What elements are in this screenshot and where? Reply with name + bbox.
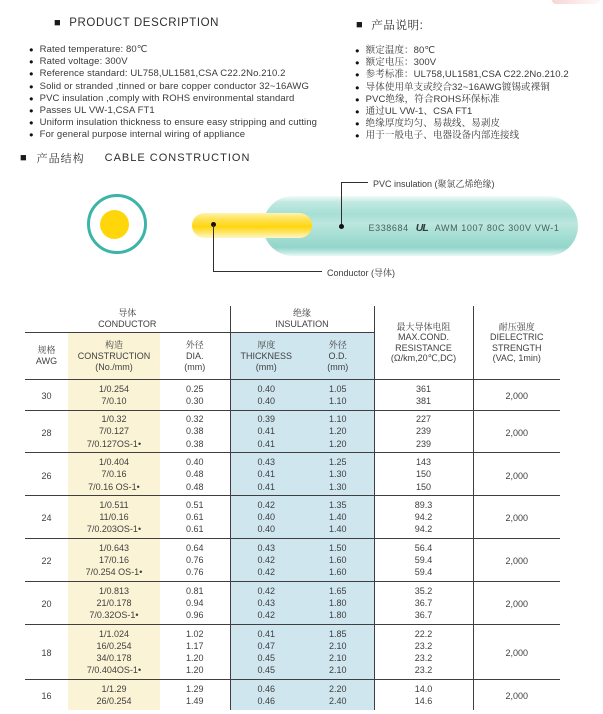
cell-resistance: 23.2 <box>374 640 473 652</box>
cell-dielectric: 2,000 <box>473 410 560 453</box>
cell-construction: 7/0.32OS-1• <box>68 609 160 624</box>
thickness-column-header <box>230 333 302 380</box>
cable-construction-title-cn: 产品结构 <box>36 153 85 165</box>
cell-construction: 11/0.16 <box>68 511 160 523</box>
cell-thickness: 0.42 <box>230 582 302 597</box>
bullet-icon: ● <box>29 57 34 67</box>
cell-construction: 26/0.254 <box>68 695 160 710</box>
cell-awg: 22 <box>25 539 68 582</box>
bullet-icon: ● <box>355 70 360 80</box>
cable-print-text <box>355 222 573 234</box>
spec-table-header <box>25 306 560 380</box>
cell-thickness: 0.40 <box>230 511 302 523</box>
cell-awg: 18 <box>25 625 68 680</box>
cell-od: 1.60 <box>302 566 374 581</box>
list-item <box>355 82 569 94</box>
cell-thickness: 0.41 <box>230 625 302 640</box>
cell-dia: 0.76 <box>185 555 204 566</box>
product-description-title <box>54 17 219 29</box>
product-notes-list <box>355 45 569 143</box>
cell-dia: 0.40 <box>160 453 230 468</box>
cell-thickness: 0.41 <box>230 468 302 480</box>
list-item <box>355 94 569 106</box>
cell-dielectric: 2,000 <box>473 380 560 411</box>
table-row <box>25 453 560 468</box>
bullet-icon: ● <box>355 82 360 92</box>
cell-resistance: 89.3 <box>374 496 473 511</box>
cell-dia: 1.20 <box>185 665 204 676</box>
cell-od: 2.40 <box>302 695 374 710</box>
cell-awg: 26 <box>25 453 68 496</box>
resistance-column-header <box>374 306 473 380</box>
cell-resistance: 14.6 <box>374 695 473 710</box>
header-line: (mm) <box>255 361 277 372</box>
cell-thickness: 0.40 <box>230 380 302 395</box>
conductor-callout-line-vertical <box>213 225 214 271</box>
conductor-label: Conductor (导体) <box>327 268 396 278</box>
header-line: AWG <box>35 356 58 366</box>
cable-construction-title <box>20 150 250 166</box>
cell-dia: 0.61 <box>185 524 204 535</box>
pvc-callout-line-vertical <box>341 182 342 226</box>
conductor-group-header <box>25 306 230 333</box>
cell-construction: 7/0.10 <box>68 395 160 410</box>
cell-thickness: 0.41 <box>230 425 302 437</box>
list-item-text: PVC insulation ,comply with ROHS environmental standard <box>39 92 295 104</box>
bullet-icon: ● <box>29 93 34 103</box>
cell-od: 1.40 <box>302 523 374 538</box>
pvc-callout-dot <box>339 224 344 229</box>
header-line: (Ω/km,20℃,DC) <box>390 353 457 363</box>
bullet-icon: ● <box>29 45 34 54</box>
header-line: CONSTRUCTION <box>77 350 151 361</box>
cell-thickness: 0.43 <box>230 539 302 554</box>
bullet-icon: ● <box>355 131 360 141</box>
list-item <box>29 44 317 56</box>
bullet-icon: ● <box>355 107 360 117</box>
cell-resistance: 239 <box>374 425 473 437</box>
header-line: (VAC, 1min) <box>492 353 541 363</box>
header-line: 外径 <box>185 339 204 350</box>
list-item <box>29 68 317 80</box>
cell-od: 1.80 <box>302 597 374 609</box>
list-item-text: Solid or stranded ,tinned or bare copper conductor 32~16AWG <box>39 80 309 92</box>
header-line: 规格 <box>37 345 56 355</box>
header-line: RESISTANCE <box>395 342 452 353</box>
cell-dia: 1.17 <box>185 640 204 651</box>
cable-print-rating: AWM 1007 80C 300V VW-1 <box>434 223 560 233</box>
cell-construction: 1/1.29 <box>68 680 160 695</box>
table-row <box>25 410 560 425</box>
bullet-icon: ● <box>355 94 360 104</box>
cell-dia: 0.76 <box>185 567 204 578</box>
cell-awg: 28 <box>25 410 68 453</box>
cell-thickness: 0.42 <box>230 496 302 511</box>
section-square-icon: ■ <box>54 16 62 29</box>
table-row <box>25 625 560 640</box>
cell-dielectric: 2,000 <box>473 453 560 496</box>
cell-dia: 0.25 <box>185 383 204 394</box>
cell-resistance: 150 <box>374 468 473 480</box>
conductor-group-header-en: CONDUCTOR <box>98 319 157 329</box>
list-item <box>355 118 569 130</box>
list-item <box>29 129 317 141</box>
spec-table <box>25 306 560 710</box>
cell-od: 1.10 <box>302 410 374 425</box>
cell-construction: 7/0.127 <box>68 425 160 437</box>
table-row <box>25 582 560 597</box>
cell-od: 1.85 <box>302 625 374 640</box>
header-line: 外径 <box>328 339 347 350</box>
list-item-text: Rated temperature: 80℃ <box>39 44 148 55</box>
cell-od: 1.50 <box>302 539 374 554</box>
cell-dia: 0.61 <box>185 512 204 523</box>
cell-construction: 7/0.127OS-1• <box>68 438 160 453</box>
cable-print-file-number: E338684 <box>368 223 409 233</box>
cell-resistance: 143 <box>374 453 473 468</box>
cell-od: 1.20 <box>302 425 374 437</box>
bullet-icon: ● <box>355 46 360 55</box>
bullet-icon: ● <box>29 118 34 128</box>
dielectric-column-header <box>473 306 560 380</box>
cell-dia: 1.20 <box>185 653 204 664</box>
cell-dielectric: 2,000 <box>473 680 560 710</box>
od-column-header <box>302 333 374 380</box>
list-item-text: 用于一般电子、电器设备内部连接线 <box>365 130 520 142</box>
cell-awg: 16 <box>25 680 68 710</box>
cell-od: 2.10 <box>302 652 374 664</box>
cell-od: 1.30 <box>302 481 374 496</box>
cell-thickness: 0.41 <box>230 438 302 453</box>
header-line: MAX.COND. <box>398 332 450 342</box>
cell-construction: 16/0.254 <box>68 640 160 652</box>
cell-construction: 1/0.404 <box>68 453 160 468</box>
cell-od: 2.10 <box>302 640 374 652</box>
header-line: 厚度 <box>257 339 276 350</box>
cell-construction: 7/0.404OS-1• <box>68 664 160 679</box>
cell-thickness: 0.39 <box>230 410 302 425</box>
list-item <box>355 45 569 57</box>
product-description-title-text: PRODUCT DESCRIPTION <box>69 17 220 29</box>
bullet-icon: ● <box>29 130 34 140</box>
cell-thickness: 0.40 <box>230 523 302 538</box>
list-item <box>355 69 569 81</box>
cell-od: 1.25 <box>302 453 374 468</box>
list-item <box>355 130 569 142</box>
cable-construction-title-en: CABLE CONSTRUCTION <box>104 152 251 164</box>
product-notes-title-text: 产品说明: <box>371 20 424 32</box>
list-item-text: 通过UL VW-1、CSA FT1 <box>365 106 473 118</box>
cell-resistance: 22.2 <box>374 625 473 640</box>
dia-column-header <box>160 333 230 380</box>
cell-resistance: 14.0 <box>374 680 473 695</box>
list-item-text: Rated voltage: 300V <box>39 56 128 68</box>
cell-resistance: 56.4 <box>374 539 473 554</box>
cell-dia: 0.81 <box>160 582 230 597</box>
cell-resistance: 36.7 <box>374 609 473 624</box>
cell-dia: 0.48 <box>185 469 204 480</box>
header-line: STRENGTH <box>492 342 542 353</box>
list-item-text: 绝缘厚度均匀、易裁线、易剥皮 <box>365 118 501 130</box>
table-row <box>25 496 560 511</box>
cross-section-conductor <box>100 210 129 239</box>
header-line: THICKNESS <box>240 350 293 361</box>
list-item-text: Uniform insulation thickness to ensure easy stripping and cutting <box>39 117 318 129</box>
list-item <box>355 106 569 118</box>
cell-resistance: 381 <box>374 395 473 410</box>
list-item-text: For general purpose internal wiring of appliance <box>39 129 246 141</box>
header-line: O.D. <box>328 350 348 361</box>
cable-conductor-rod <box>192 213 312 238</box>
list-item-text: 参考标准：UL758,UL1581,CSA C22.2No.210.2 <box>365 69 569 81</box>
cell-resistance: 94.2 <box>374 511 473 523</box>
bullet-icon: ● <box>29 81 34 91</box>
cell-thickness: 0.42 <box>230 554 302 566</box>
cell-awg: 24 <box>25 496 68 539</box>
cell-construction: 1/0.32 <box>68 410 160 425</box>
cell-resistance: 59.4 <box>374 554 473 566</box>
cell-construction: 17/0.16 <box>68 554 160 566</box>
cell-resistance: 23.2 <box>374 652 473 664</box>
cell-resistance: 23.2 <box>374 664 473 679</box>
header-line: (No./mm) <box>95 361 133 372</box>
cell-thickness: 0.40 <box>230 395 302 410</box>
cell-dia: 1.49 <box>185 696 204 707</box>
cell-od: 1.10 <box>302 395 374 410</box>
construction-column-header <box>68 333 160 380</box>
list-item <box>29 56 317 68</box>
cell-construction: 7/0.203OS-1• <box>68 523 160 538</box>
list-item <box>29 105 317 117</box>
cropped-logo-fragment <box>552 0 600 4</box>
cell-thickness: 0.46 <box>230 680 302 695</box>
conductor-group-header-cn: 导体 <box>118 308 137 318</box>
cell-thickness: 0.41 <box>230 481 302 496</box>
table-row <box>25 680 560 695</box>
cell-dia: 0.96 <box>185 610 204 621</box>
cell-resistance: 59.4 <box>374 566 473 581</box>
cell-thickness: 0.43 <box>230 597 302 609</box>
cell-resistance: 94.2 <box>374 523 473 538</box>
cell-awg: 30 <box>41 390 52 401</box>
cell-construction: 1/1.024 <box>68 625 160 640</box>
list-item <box>29 93 317 105</box>
bullet-icon: ● <box>355 119 360 129</box>
cell-dia: 0.48 <box>185 481 204 492</box>
header-line: (mm) <box>184 361 206 372</box>
cell-dielectric: 2,000 <box>473 496 560 539</box>
cell-od: 1.20 <box>302 438 374 453</box>
cell-thickness: 0.46 <box>230 695 302 710</box>
cell-od: 2.20 <box>302 680 374 695</box>
cell-dielectric: 2,000 <box>473 539 560 582</box>
cell-od: 1.60 <box>302 554 374 566</box>
header-line: 构造 <box>104 339 123 350</box>
header-line: 最大导体电阻 <box>396 321 451 332</box>
table-row <box>25 380 560 395</box>
cell-dia: 0.38 <box>185 438 204 449</box>
cell-od: 1.05 <box>302 380 374 395</box>
list-item-text: Passes UL VW-1,CSA FT1 <box>39 105 155 117</box>
section-square-icon: ■ <box>20 152 28 164</box>
cell-construction: 7/0.16 <box>68 468 160 480</box>
cell-thickness: 0.47 <box>230 640 302 652</box>
cell-dia: 0.32 <box>160 410 230 425</box>
cell-resistance: 227 <box>374 410 473 425</box>
section-square-icon: ■ <box>356 18 364 31</box>
cell-od: 1.65 <box>302 582 374 597</box>
cell-construction: 1/0.254 <box>68 380 160 395</box>
product-notes-title <box>356 17 423 33</box>
pvc-insulation-label: PVC insulation (聚氯乙烯绝缘) <box>373 179 495 189</box>
insulation-group-header <box>230 306 374 333</box>
cell-thickness: 0.43 <box>230 453 302 468</box>
cell-dielectric: 2,000 <box>473 582 560 625</box>
cell-construction: 7/0.254 OS-1• <box>68 566 160 581</box>
bullet-icon: ● <box>355 58 360 68</box>
cell-thickness: 0.45 <box>230 652 302 664</box>
header-line: (mm) <box>327 361 349 372</box>
header-line: 耐压强度 <box>498 321 535 332</box>
cell-awg: 20 <box>25 582 68 625</box>
cell-dia: 0.51 <box>160 496 230 511</box>
list-item <box>29 81 317 93</box>
cell-dia: 0.30 <box>185 395 204 406</box>
list-item <box>29 117 317 129</box>
cell-construction: 1/0.813 <box>68 582 160 597</box>
cell-thickness: 0.45 <box>230 664 302 679</box>
list-item-text: 导体使用单支或绞合32~16AWG镀锡或裸铜 <box>365 81 550 93</box>
table-row <box>25 539 560 554</box>
pvc-callout-line-horizontal <box>341 182 368 183</box>
cell-resistance: 150 <box>374 481 473 496</box>
cell-construction: 7/0.16 OS-1• <box>68 481 160 496</box>
cell-od: 1.80 <box>302 609 374 624</box>
cell-od: 2.10 <box>302 664 374 679</box>
cell-resistance: 35.2 <box>374 582 473 597</box>
table-group-header-row <box>25 306 560 333</box>
list-item <box>355 57 569 69</box>
cell-resistance: 239 <box>374 438 473 453</box>
ul-mark-icon: UL <box>415 222 428 234</box>
cell-thickness: 0.42 <box>230 566 302 581</box>
cell-construction: 1/0.511 <box>68 496 160 511</box>
header-line: DIELECTRIC <box>490 332 544 342</box>
awg-column-header <box>25 333 68 380</box>
cell-dia: 1.02 <box>160 625 230 640</box>
list-item-text: 额定电压：300V <box>365 57 437 69</box>
list-item-text: Reference standard: UL758,UL1581,CSA C22.2No.210.2 <box>39 68 286 80</box>
cell-thickness: 0.42 <box>230 609 302 624</box>
insulation-group-header-en: INSULATION <box>275 319 329 329</box>
cell-resistance: 36.7 <box>374 597 473 609</box>
header-line: DIA. <box>186 350 204 361</box>
cell-dia: 1.29 <box>160 680 230 695</box>
cell-construction: 1/0.643 <box>68 539 160 554</box>
cell-construction: 34/0.178 <box>68 652 160 664</box>
list-item-text: PVC绝缘，符合ROHS环保标准 <box>365 93 500 105</box>
cell-dia: 0.94 <box>185 597 204 608</box>
cell-od: 1.35 <box>302 496 374 511</box>
cell-od: 1.30 <box>302 468 374 480</box>
conductor-callout-line-horizontal <box>213 271 322 272</box>
cell-dielectric: 2,000 <box>473 625 560 680</box>
product-description-list <box>29 44 317 142</box>
list-item-text: 额定温度：80℃ <box>365 45 436 56</box>
cell-dia: 0.64 <box>160 539 230 554</box>
cell-construction: 21/0.178 <box>68 597 160 609</box>
cell-dia: 0.38 <box>185 426 204 437</box>
insulation-group-header-cn: 绝缘 <box>293 308 312 318</box>
cell-resistance: 361 <box>374 380 473 395</box>
bullet-icon: ● <box>29 69 34 79</box>
cell-od: 1.40 <box>302 511 374 523</box>
bullet-icon: ● <box>29 106 34 116</box>
spec-table-body <box>25 380 560 710</box>
